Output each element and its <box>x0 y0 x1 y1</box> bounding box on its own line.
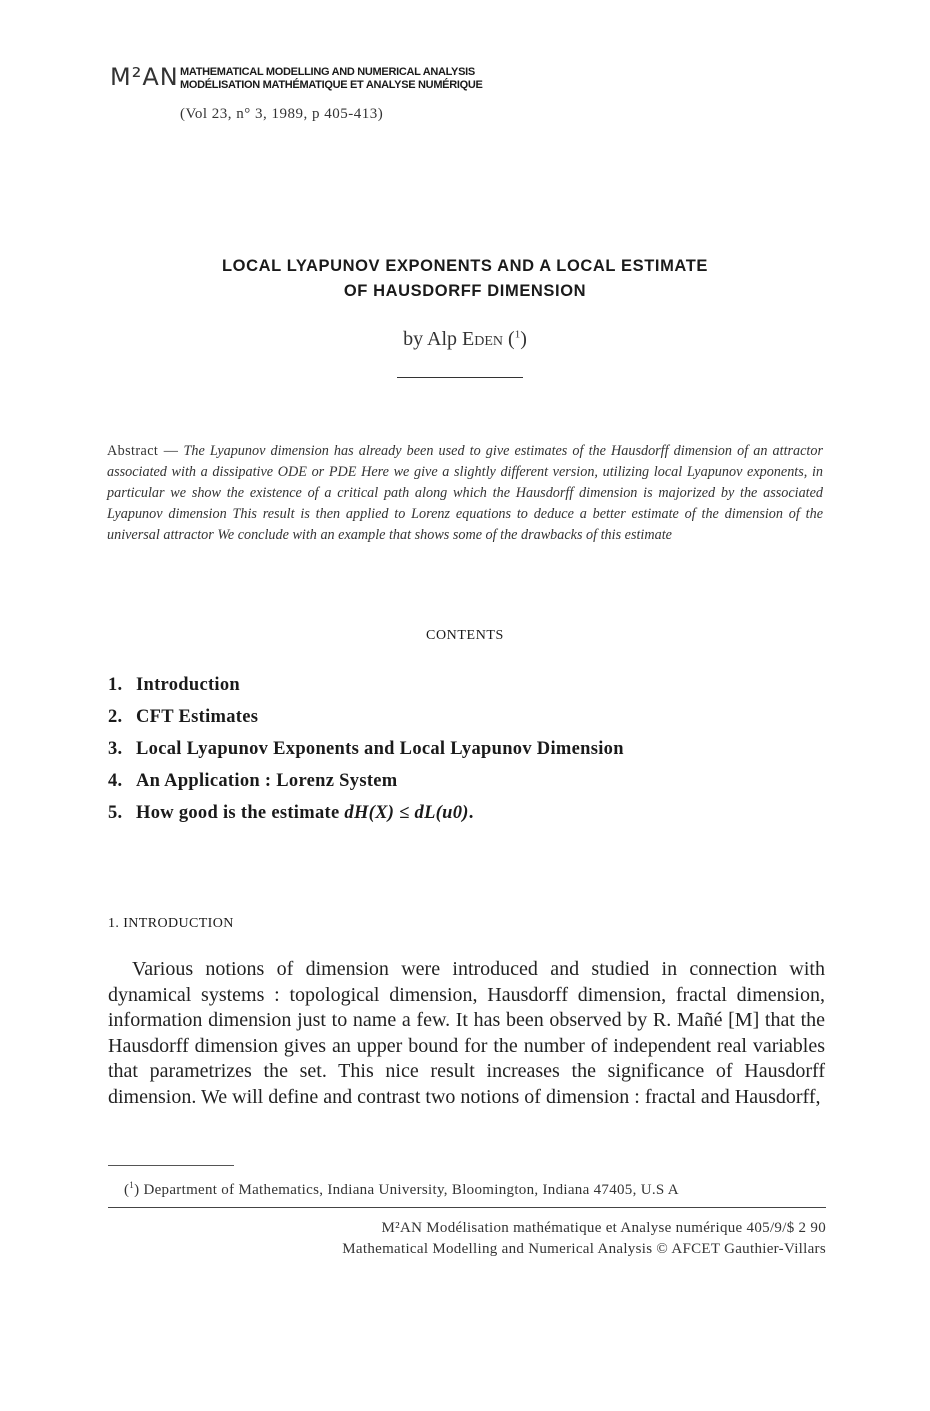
contents-heading: CONTENTS <box>426 628 504 643</box>
title-line-2: OF HAUSDORFF DIMENSION <box>343 282 587 300</box>
author-line: by Alp Eden ($^1$) <box>403 328 527 350</box>
journal-name-english: MATHEMATICAL MODELLING AND NUMERICAL ANALYSIS <box>180 66 475 78</box>
toc-item-label: How good is the estimate <box>136 803 345 823</box>
toc-item <box>108 733 624 765</box>
publisher-imprint <box>342 1218 826 1260</box>
toc-item <box>108 765 624 797</box>
toc-item-label: Local Lyapunov Exponents and Local Lyapunov Dimension <box>136 739 624 759</box>
toc-item-label: CFT Estimates <box>136 707 259 727</box>
imprint-line-1: M²AN Modélisation mathématique et Analyse numérique 405/9/$ 2 90 <box>381 1220 826 1236</box>
journal-logo: M²AN <box>110 63 179 91</box>
footer-divider <box>108 1207 826 1208</box>
toc-item-number: 1. <box>108 675 123 695</box>
volume-info: (Vol 23, n° 3, 1989, p 405-413) <box>180 106 384 122</box>
article-title <box>0 254 930 304</box>
section-heading: 1. INTRODUCTION <box>108 916 234 931</box>
journal-name <box>180 66 483 92</box>
toc-item-number: 4. <box>108 771 123 791</box>
footnote: ($^1$) Department of Mathematics, Indiana University, Bloomington, Indiana 47405, U.S A <box>124 1180 679 1198</box>
author-footnote-mark: 1 <box>514 328 521 341</box>
abstract-text: The Lyapunov dimension has already been used to give estimates of the Hausdorff dimension of an attractor associated with a dissipative ODE or PDE Here we give a slightly different version, utilizing local Lyapunov exponents, in particular we show the existence of a critical path along which the Hausdorff dimension is majorized by the associated Lyapunov dimension This result is then applied to Lorenz equations to deduce a better estimate of the dimension of the universal attractor We conclude with an example that shows some of the drawbacks of this estimate <box>107 443 823 543</box>
abstract-label: Abstract — <box>107 443 179 459</box>
toc-item-number: 3. <box>108 739 123 759</box>
toc-item-number: 2. <box>108 707 123 727</box>
footnote-mark: 1 <box>129 1180 135 1190</box>
author-surname: Eden <box>462 328 504 350</box>
toc-item <box>108 797 624 829</box>
abstract <box>107 441 823 546</box>
toc-item <box>108 669 624 701</box>
toc-item-number: 5. <box>108 803 123 823</box>
table-of-contents <box>108 669 624 829</box>
imprint-line-2: Mathematical Modelling and Numerical Analysis © AFCET Gauthier-Villars <box>342 1241 826 1257</box>
author-by: by Alp <box>403 328 463 350</box>
title-line-1: LOCAL LYAPUNOV EXPONENTS AND A LOCAL ESTIMATE <box>222 257 708 275</box>
toc-item-label: Introduction <box>136 675 241 695</box>
footnote-text: Department of Mathematics, Indiana University, Bloomington, Indiana 47405, U.S A <box>139 1182 679 1198</box>
journal-name-french: MODÉLISATION MATHÉMATIQUE ET ANALYSE NUMÉRIQUE <box>180 79 483 91</box>
toc-item-formula: dH(X) ≤ dL(u0) <box>344 803 469 823</box>
title-divider <box>397 377 523 378</box>
section-paragraph: Various notions of dimension were introduced and studied in connection with dynamical systems : topological dimension, Hausdorff dimension, fractal dimension, information dimension just to name a few. It has been observed by R. Mañé [M] that the Hausdorff dimension gives an upper bound for the number of independent real variables that parametrizes the set. This nice result increases the significance of Hausdorff dimension. We will define and contrast two notions of dimension : fractal and Hausdorff, <box>108 958 825 1108</box>
toc-item-label: An Application : Lorenz System <box>136 771 398 791</box>
footnote-divider <box>108 1165 234 1166</box>
toc-item-tail: . <box>468 803 474 823</box>
toc-item <box>108 701 624 733</box>
